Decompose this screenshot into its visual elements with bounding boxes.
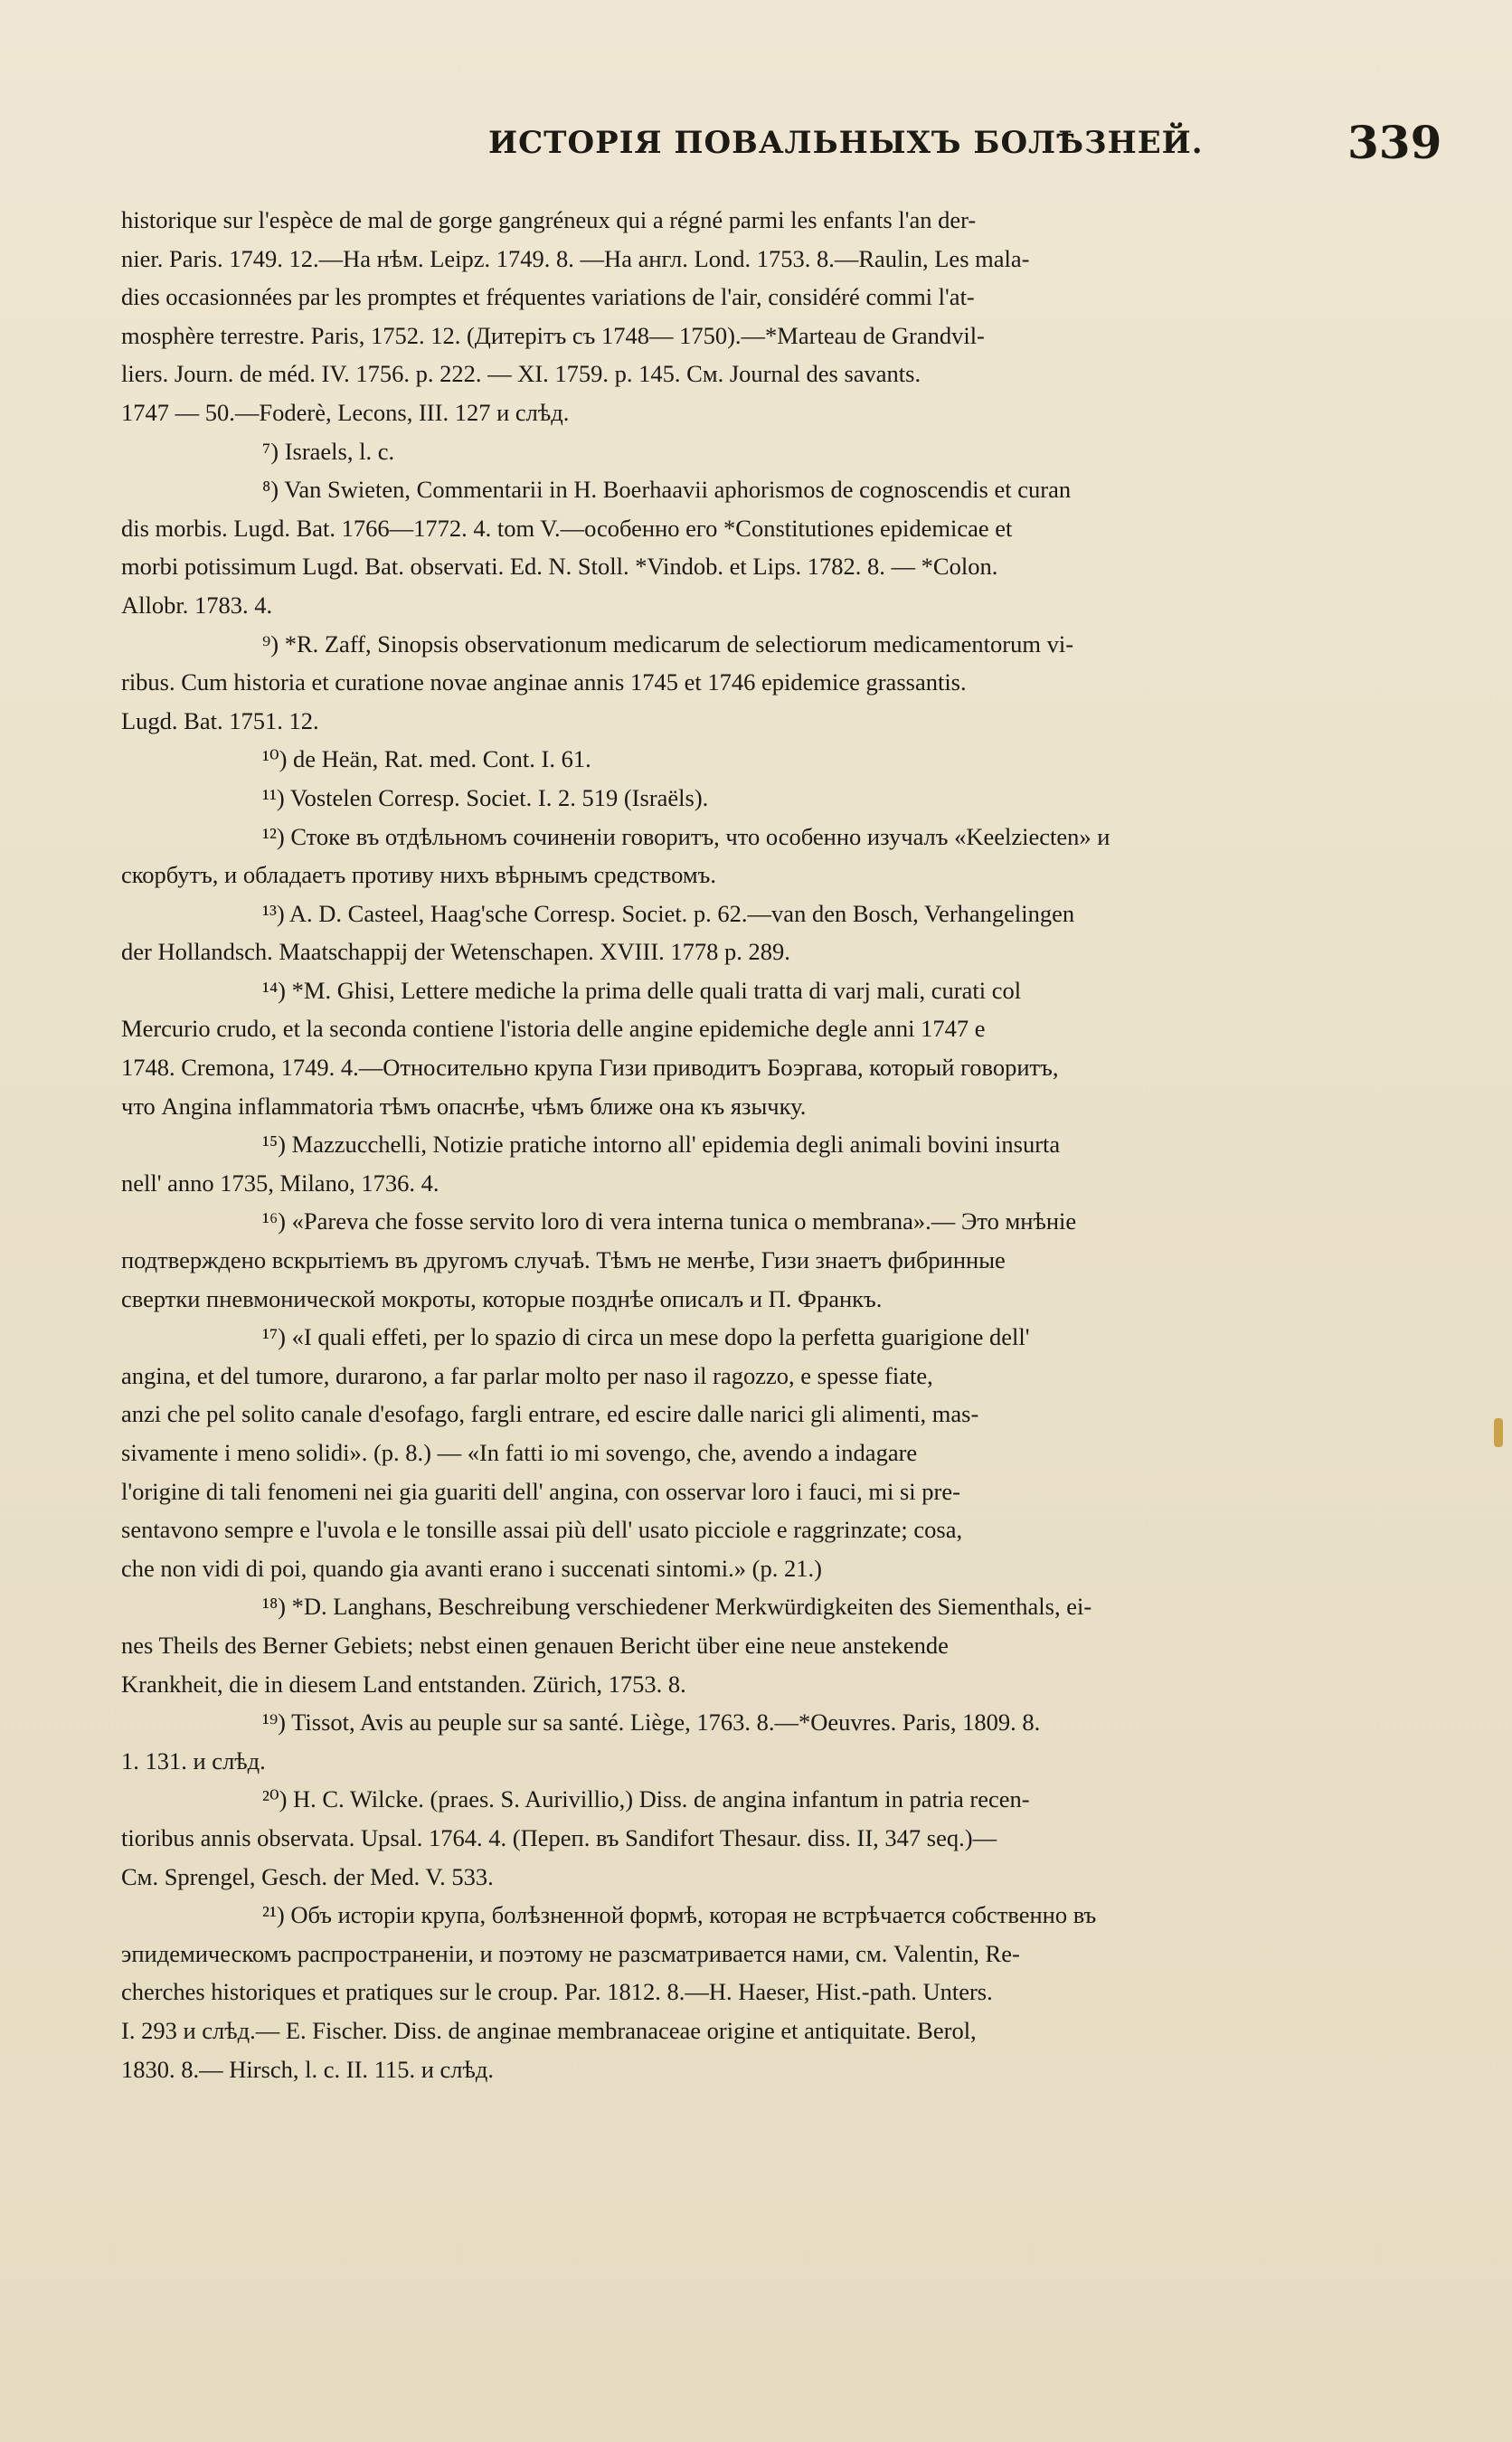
footnote-7: ⁷) Israels, l. c. bbox=[262, 437, 395, 465]
text-line: morbi potissimum Lugd. Bat. observati. Ed. N. Stoll. *Vindob. et Lips. 1782. 8. — *Colon. bbox=[121, 553, 998, 581]
text-line: См. Sprengel, Gesch. der Med. V. 533. bbox=[121, 1862, 494, 1890]
text-line: ribus. Cum historia et curatione novae anginae annis 1745 et 1746 epidemice grassantis. bbox=[121, 668, 967, 696]
text-line: che non vidi di poi, quando gia avanti erano i succenati sintomi.» (p. 21.) bbox=[121, 1554, 822, 1582]
footnote-12: ¹²) Стоке въ отдѣльномъ сочиненіи говоритъ, что особенно изучалъ «Keelziecten» и bbox=[262, 822, 1110, 850]
text-line: nes Theils des Berner Gebiets; nebst einen genauen Bericht über eine neue anstekende bbox=[121, 1631, 949, 1659]
text-line: liers. Journ. de méd. IV. 1756. p. 222. — XI. 1759. p. 145. См. Journal des savants. bbox=[121, 360, 921, 388]
footnote-18: ¹⁸) *D. Langhans, Beschreibung verschiedener Merkwürdigkeiten des Siementhals, ei- bbox=[262, 1593, 1092, 1621]
text-line: nell' anno 1735, Milano, 1736. 4. bbox=[121, 1169, 439, 1197]
text-line: cherches historiques et pratiques sur le croup. Par. 1812. 8.—H. Haeser, Hist.-path. Unters. bbox=[121, 1978, 993, 2006]
footnote-8: ⁸) Van Swieten, Commentarii in H. Boerhaavii aphorismos de cognoscendis et curan bbox=[262, 476, 1072, 504]
page-number: 339 bbox=[1347, 116, 1442, 169]
text-line: 1747 — 50.—Foderè, Lecons, III. 127 и слѣд. bbox=[121, 398, 570, 426]
text-line: 1. 131. и слѣд. bbox=[121, 1746, 266, 1775]
text-line: что Angina inflammatoria тѣмъ опаснѣе, чѣмъ ближе она къ язычку. bbox=[121, 1092, 807, 1120]
footnote-20: ²⁰) H. C. Wilcke. (praes. S. Aurivillio,) Diss. de angina infantum in patria recen- bbox=[262, 1785, 1030, 1813]
text-line: mosphère terrestre. Paris, 1752. 12. (Дитерітъ съ 1748— 1750).—*Marteau de Grandvil- bbox=[121, 321, 985, 349]
footnote-10: ¹⁰) de Heän, Rat. med. Cont. I. 61. bbox=[262, 745, 591, 773]
text-line: Allobr. 1783. 4. bbox=[121, 591, 273, 619]
text-line: I. 293 и слѣд.— E. Fischer. Diss. de anginae membranaceae origine et antiquitate. Berol, bbox=[121, 2016, 977, 2044]
text-line: dies occasionnées par les promptes et fréquentes variations de l'air, considéré commi l'at- bbox=[121, 283, 975, 311]
text-line: свертки пневмонической мокроты, которые позднѣе описалъ и П. Франкъ. bbox=[121, 1284, 883, 1312]
text-line: подтверждено вскрытіемъ въ другомъ случаѣ. Тѣмъ не менѣе, Гизи знаетъ фибринные bbox=[121, 1246, 1006, 1274]
footnotes-body bbox=[121, 201, 1416, 2088]
text-line: sentavono sempre e l'uvola e le tonsille assai più dell' usato picciole e raggrinzate; cosa, bbox=[121, 1516, 963, 1544]
text-line: эпидемическомъ распространеніи, и поэтому не разсматривается нами, см. Valentin, Re- bbox=[121, 1939, 1020, 1967]
footnote-13: ¹³) A. D. Casteel, Haag'sche Corresp. Societ. p. 62.—van den Bosch, Verhangelingen bbox=[262, 899, 1075, 927]
footnote-9: ⁹) *R. Zaff, Sinopsis observationum medicarum de selectiorum medicamentorum vi- bbox=[262, 629, 1074, 658]
text-line: скорбутъ, и обладаетъ противу нихъ вѣрнымъ средствомъ. bbox=[121, 861, 716, 889]
text-line: historique sur l'espèce de mal de gorge gangréneux qui a régné parmi les enfants l'an der- bbox=[121, 206, 977, 233]
text-line: anzi che pel solito canale d'esofago, fargli entrare, ed escire dalle narici gli alimenti, mas- bbox=[121, 1400, 979, 1428]
text-line: angina, et del tumore, durarono, a far parlar molto per naso il ragozzo, e spesse fiate, bbox=[121, 1361, 933, 1389]
footnote-17: ¹⁷) «I quali effeti, per lo spazio di circa un mese dopo la perfetta guarigione dell' bbox=[262, 1323, 1030, 1351]
text-line: dis morbis. Lugd. Bat. 1766—1772. 4. tom V.—особенно его *Constitutiones epidemicae et bbox=[121, 514, 1013, 542]
footnote-21: ²¹) Объ исторіи крупа, болѣзненной формѣ, которая не встрѣчается собственно въ bbox=[262, 1901, 1097, 1929]
footnote-14: ¹⁴) *M. Ghisi, Lettere mediche la prima delle quali tratta di varj mali, curati col bbox=[262, 976, 1022, 1004]
text-line: Lugd. Bat. 1751. 12. bbox=[121, 706, 319, 734]
footnote-16: ¹⁶) «Pareva che fosse servito loro di vera interna tunica o membrana».— Это мнѣніе bbox=[262, 1207, 1077, 1235]
footnote-19: ¹⁹) Tissot, Avis au peuple sur sa santé. Liège, 1763. 8.—*Oeuvres. Paris, 1809. 8. bbox=[262, 1708, 1041, 1737]
text-line: sivamente i meno solidi». (p. 8.) — «In fatti io mi sovengo, che, avendo a indagare bbox=[121, 1439, 918, 1466]
text-line: nier. Paris. 1749. 12.—На нѣм. Leipz. 1749. 8. —На англ. Lond. 1753. 8.—Raulin, Les mala- bbox=[121, 244, 1030, 272]
text-line: tioribus annis observata. Upsal. 1764. 4. (Переп. въ Sandifort Thesaur. diss. II, 347 seq.)— bbox=[121, 1823, 997, 1851]
text-line: der Hollandsch. Maatschappij der Wetenschapen. XVIII. 1778 p. 289. bbox=[121, 938, 790, 966]
text-line: 1830. 8.— Hirsch, l. c. II. 115. и слѣд. bbox=[121, 2055, 494, 2083]
text-line: Krankheit, die in diesem Land entstanden. Zürich, 1753. 8. bbox=[121, 1670, 686, 1698]
running-head bbox=[0, 116, 1512, 179]
running-title: ИСТОРІЯ ПОВАЛЬНЫХЪ БОЛѢЗНЕЙ. bbox=[488, 125, 1204, 161]
footnote-11: ¹¹) Vostelen Corresp. Societ. I. 2. 519 (Israëls). bbox=[262, 783, 709, 811]
text-line: Mercurio crudo, et la seconda contiene l'istoria delle angine epidemiche degle anni 1747 e bbox=[121, 1015, 986, 1043]
text-line: 1748. Cremona, 1749. 4.—Относительно крупа Гизи приводитъ Боэргава, который говоритъ, bbox=[121, 1054, 1059, 1082]
page-edge-mark bbox=[1494, 1418, 1503, 1447]
text-line: l'origine di tali fenomeni nei gia guariti dell' angina, con osservar loro i fauci, mi si pre- bbox=[121, 1477, 960, 1505]
footnote-15: ¹⁵) Mazzucchelli, Notizie pratiche intorno all' epidemia degli animali bovini insurta bbox=[262, 1131, 1061, 1159]
